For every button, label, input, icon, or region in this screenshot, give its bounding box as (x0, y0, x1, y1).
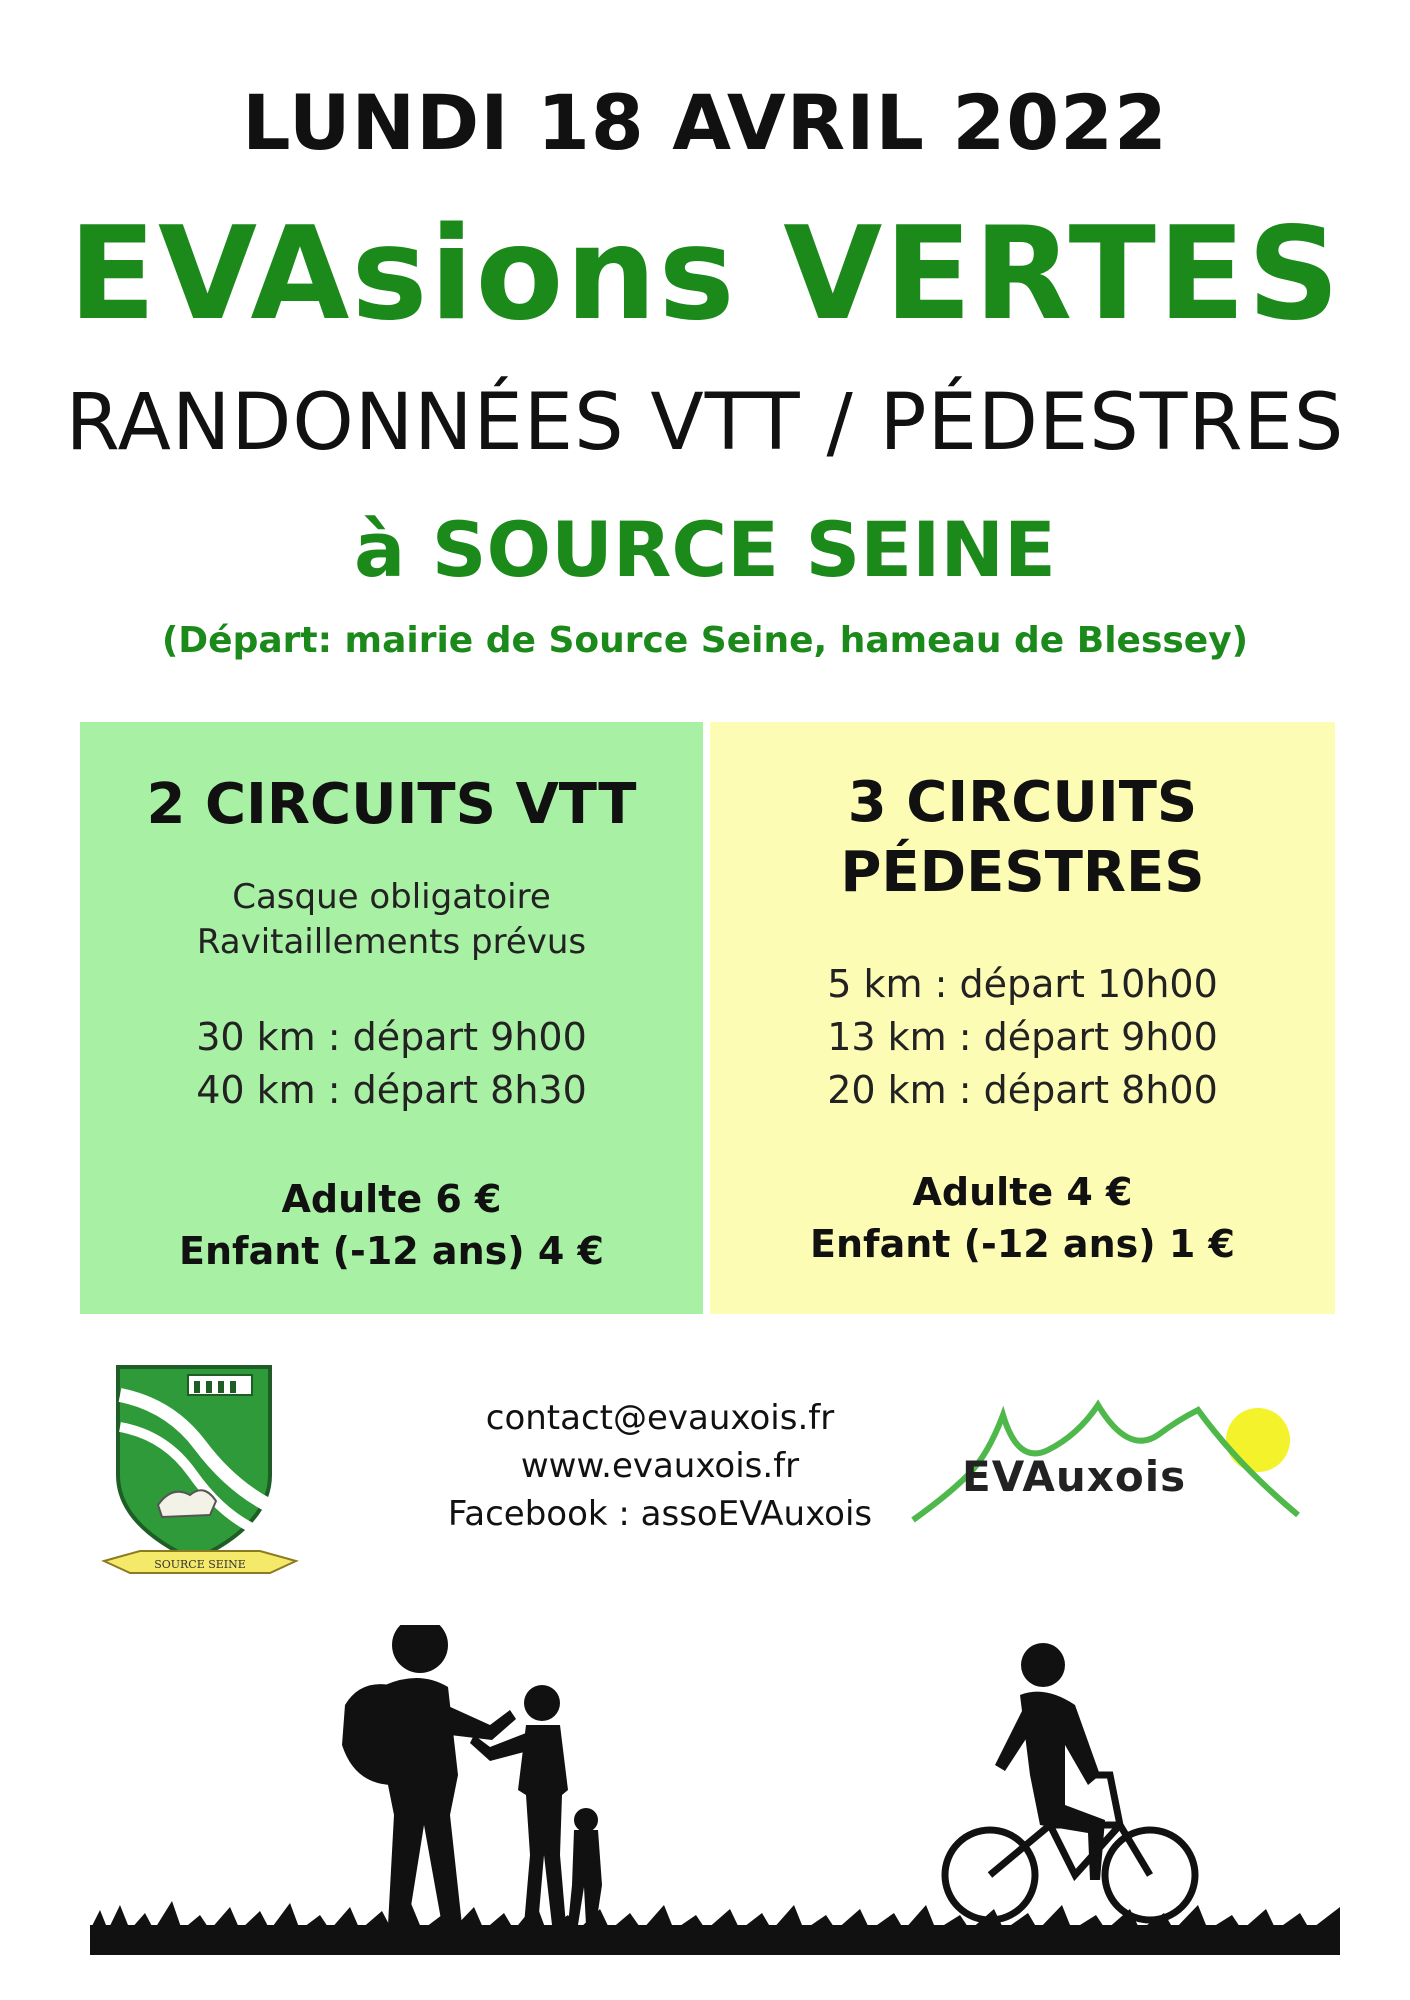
pedestre-panel (710, 722, 1335, 1314)
crest-banner-text: SOURCE SEINE (154, 1558, 246, 1571)
event-subtitle: RANDONNÉES VTT / PÉDESTRES (65, 378, 1345, 468)
hikers-cyclist-silhouette (90, 1625, 1340, 1960)
pedestre-price-child: Enfant (-12 ans) 1 € (810, 1222, 1235, 1266)
pedestre-circuit-20km: 20 km : départ 8h00 (827, 1068, 1218, 1112)
vtt-price-child: Enfant (-12 ans) 4 € (179, 1229, 604, 1273)
event-title: EVAsions VERTES (68, 200, 1342, 349)
contact-website: www.evauxois.fr (520, 1446, 800, 1486)
vtt-note-supplies: Ravitaillements prévus (196, 922, 587, 962)
vtt-circuit-40km: 40 km : départ 8h30 (196, 1068, 587, 1112)
pedestre-title-line1: 3 CIRCUITS (847, 770, 1198, 835)
vtt-price-adult: Adulte 6 € (281, 1177, 502, 1221)
event-date: LUNDI 18 AVRIL 2022 (242, 78, 1168, 167)
pedestre-title-line2: PÉDESTRES (840, 840, 1205, 905)
vtt-note-helmet: Casque obligatoire (232, 877, 551, 917)
vtt-circuit-30km: 30 km : départ 9h00 (196, 1015, 587, 1059)
evauxois-logo-text: EVAuxois (962, 1452, 1187, 1501)
vtt-title: 2 CIRCUITS VTT (146, 772, 637, 837)
pedestre-circuit-5km: 5 km : départ 10h00 (827, 962, 1218, 1006)
departure-info: (Départ: mairie de Source Seine, hameau de Blessey) (161, 620, 1249, 661)
pedestre-price-adult: Adulte 4 € (912, 1170, 1133, 1214)
contact-facebook: Facebook : assoEVAuxois (447, 1494, 873, 1534)
source-seine-crest-logo (100, 1355, 300, 1585)
contact-email: contact@evauxois.fr (485, 1398, 835, 1438)
vtt-panel (80, 722, 703, 1314)
pedestre-circuit-13km: 13 km : départ 9h00 (827, 1015, 1218, 1059)
event-location: à SOURCE SEINE (354, 505, 1056, 594)
